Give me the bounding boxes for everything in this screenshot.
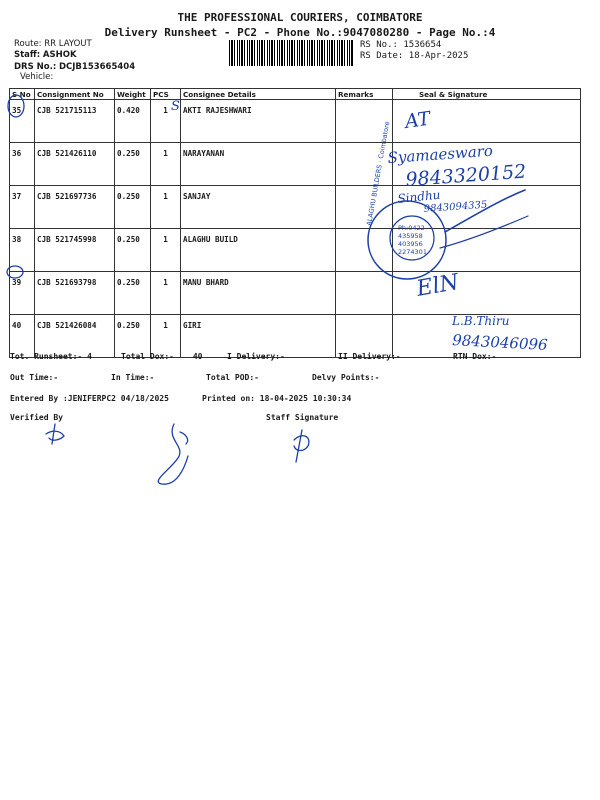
row40-phone: 9843046096	[451, 331, 549, 354]
staff-signature-label: Staff Signature	[266, 413, 339, 422]
i-delivery: I Delivery:-	[227, 352, 285, 361]
in-time: In Time:-	[111, 373, 155, 382]
col-seal-signature: Seal & Signature	[393, 89, 581, 100]
total-pod: Total POD:-	[206, 373, 259, 382]
staff-value: ASHOK	[42, 50, 77, 60]
col-consignment: Consignment No	[35, 89, 115, 100]
table-row: 37 CJB 521697736 0.250 1 SANJAY	[10, 186, 581, 229]
row37-signature: Sindhu	[396, 187, 442, 206]
rtn-dox: RTN Dox:-	[453, 352, 497, 361]
rs-no-value: 1536654	[403, 40, 442, 50]
route-line: Route: RR LAYOUT	[14, 39, 92, 49]
company-title: THE PROFESSIONAL COURIERS, COIMBATORE	[177, 11, 423, 24]
row36-phone: 9843320152	[404, 160, 527, 191]
ii-delivery: II Delivery:-	[338, 352, 401, 361]
route-value: RR LAYOUT	[44, 39, 92, 49]
verified-by-label: Verified By	[10, 413, 63, 422]
drs-line: DRS No.: DCJB153665404	[14, 62, 136, 72]
col-sno: S No	[10, 89, 35, 100]
tot-runsheet: Tot. Runsheet:- 4	[10, 352, 92, 361]
row40-signature: L.B.Thiru	[452, 314, 510, 328]
col-weight: Weight	[115, 89, 151, 100]
table-row: 36 CJB 521426110 0.250 1 NARAYANAN	[10, 143, 581, 186]
row35-name-prefix: S	[171, 99, 180, 114]
rs-no-line: RS No.: 1536654	[360, 40, 442, 50]
stamp-line-3: 403956	[398, 240, 423, 248]
row37-phone: 9843094335	[423, 199, 488, 215]
entered-by: Entered By :JENIFERPC2 04/18/2025	[10, 394, 169, 403]
staff-line: Staff: ASHOK	[14, 50, 77, 60]
printed-on: Printed on: 18-04-2025 10:30:34	[202, 394, 352, 403]
table-row: 35 CJB 521715113 0.420 1 AKTI RAJESHWARI	[10, 100, 581, 143]
runsheet-subtitle: Delivery Runsheet - PC2 - Phone No.:9047080280 - Page No.:4	[104, 26, 496, 39]
table-row: 38 CJB 521745998 0.250 1 ALAGHU BUILD	[10, 229, 581, 272]
total-dox: Total Dox:- 40	[121, 352, 203, 361]
delivery-table	[9, 88, 581, 358]
rs-date-line: RS Date: 18-Apr-2025	[360, 51, 469, 61]
stamp-line-1: Ph:0422	[398, 224, 425, 232]
table-header-row	[10, 89, 581, 100]
table-row: 40 CJB 521426084 0.250 1 GIRI	[10, 315, 581, 358]
large-signature	[158, 424, 188, 484]
barcode	[229, 40, 353, 66]
col-pcs: PCS	[151, 89, 181, 100]
out-time: Out Time:-	[10, 373, 59, 382]
delvy-points: Delvy Points:-	[312, 373, 380, 382]
stamp-ring-text: ALAGHU BUILDERS · Coimbatore	[365, 120, 392, 227]
row39-signature: ElN	[414, 269, 461, 302]
stamp-line-4: 2274301	[398, 248, 427, 256]
col-remarks: Remarks	[336, 89, 393, 100]
vehicle-label: Vehicle:	[20, 72, 54, 82]
row35-signature: AT	[403, 107, 432, 133]
stamp-line-2: 435958	[398, 232, 423, 240]
rs-date-value: 18-Apr-2025	[408, 51, 469, 61]
total-dox-value: 40	[192, 352, 203, 361]
table-row: 39 CJB 521693798 0.250 1 MANU BHARD	[10, 272, 581, 315]
col-consignee: Consignee Details	[181, 89, 336, 100]
verified-signature	[46, 424, 64, 444]
row36-signature: Syamaeswaro	[387, 141, 494, 167]
drs-value: DCJB153665404	[58, 62, 136, 72]
staff-signature-mark	[294, 430, 309, 462]
